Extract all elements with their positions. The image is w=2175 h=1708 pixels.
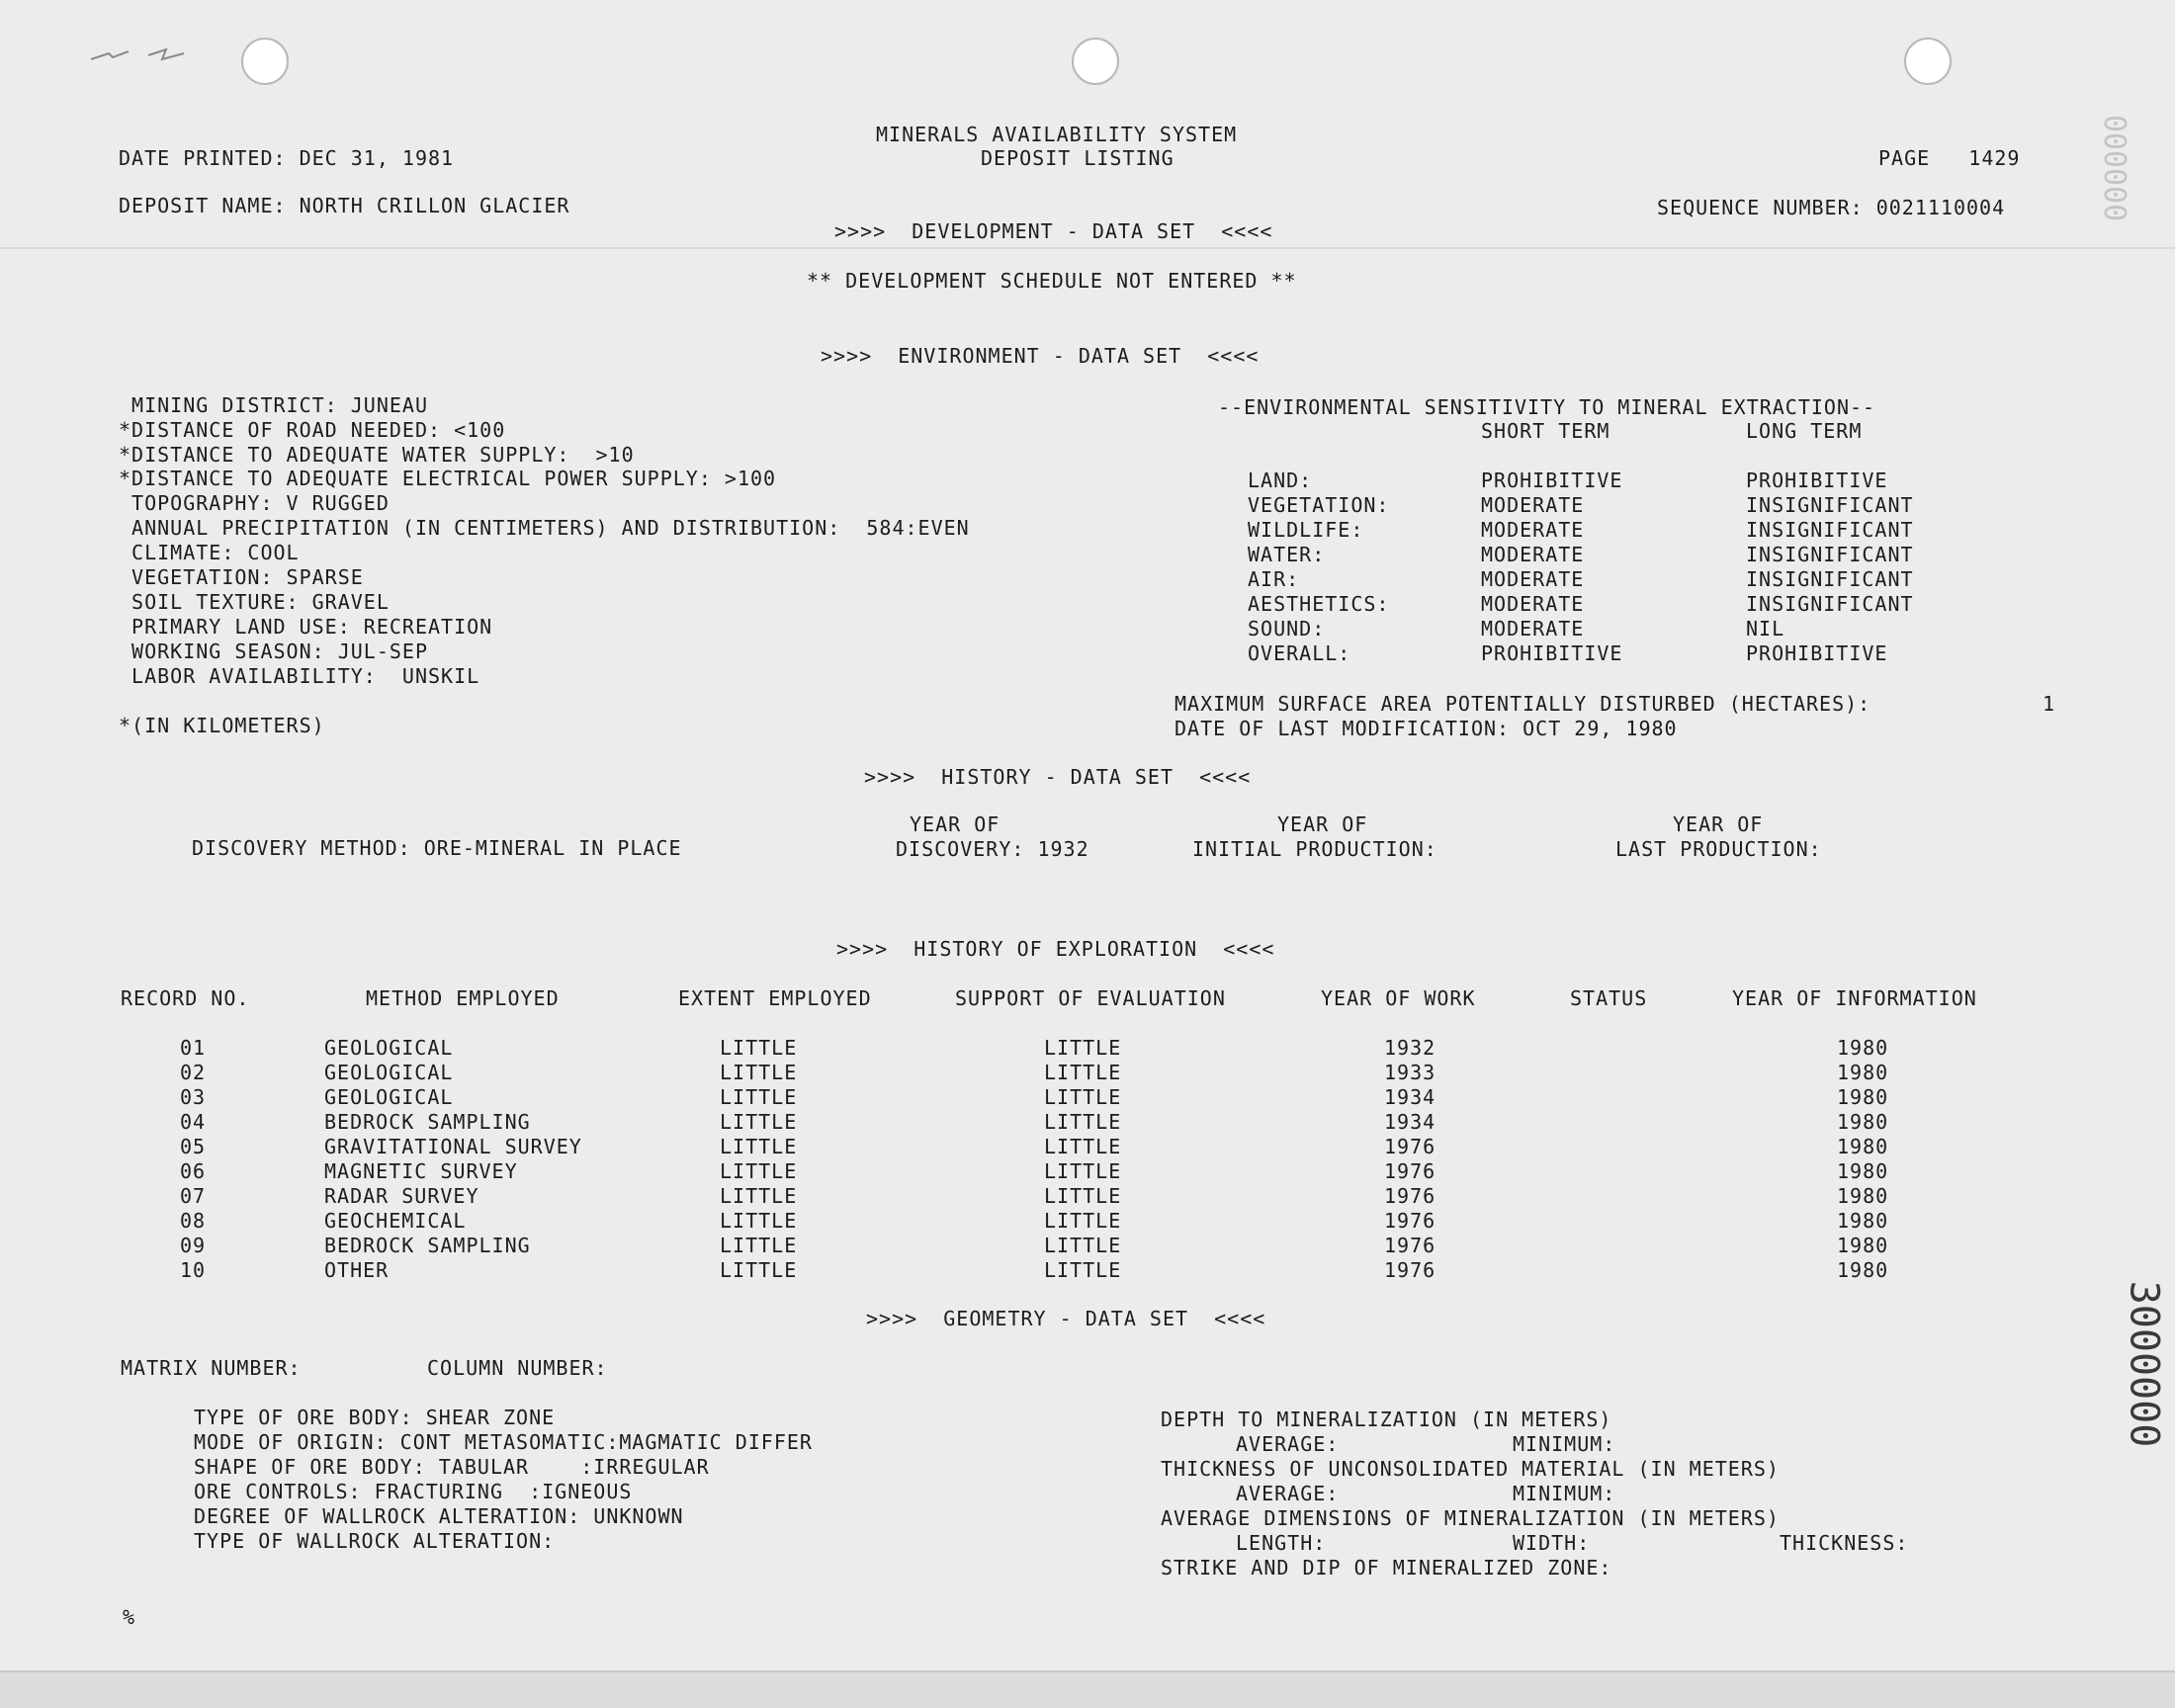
last-modification: DATE OF LAST MODIFICATION: OCT 29, 1980 [1174,717,1678,740]
env-line: MINING DISTRICT: JUNEAU [119,393,428,417]
sensitivity-long: INSIGNIFICANT [1746,543,1914,566]
depth-minimum: MINIMUM: [1513,1432,1616,1456]
deposit-name: DEPOSIT NAME: NORTH CRILLON GLACIER [119,194,570,217]
year-of-work: 1976 [1384,1135,1436,1158]
env-line: CLIMATE: COOL [119,541,300,564]
record-no: 01 [180,1036,207,1060]
last-production: LAST PRODUCTION: [1615,837,1822,861]
year-of-work: 1976 [1384,1184,1436,1208]
support-of-evaluation: LITTLE [1044,1258,1122,1282]
column-header: METHOD EMPLOYED [366,986,560,1010]
sensitivity-factor: AIR: [1248,567,1300,591]
dimensions-title: AVERAGE DIMENSIONS OF MINERALIZATION (IN METERS) [1161,1506,1780,1530]
method-employed: GRAVITATIONAL SURVEY [324,1135,582,1158]
year-of-work: 1976 [1384,1258,1436,1282]
year-of-information: 1980 [1837,1135,1889,1158]
system-title: MINERALS AVAILABILITY SYSTEM [876,123,1238,146]
geometry-line: ORE CONTROLS: FRACTURING :IGNEOUS [194,1480,633,1503]
sensitivity-short: MODERATE [1481,543,1585,566]
sensitivity-factor: SOUND: [1248,617,1326,640]
extent-employed: LITTLE [720,1159,798,1183]
sensitivity-factor: AESTHETICS: [1248,592,1390,616]
method-employed: GEOCHEMICAL [324,1209,467,1233]
geometry-heading: >>>> GEOMETRY - DATA SET <<<< [866,1307,1266,1330]
year-of-information: 1980 [1837,1258,1889,1282]
extent-employed: LITTLE [720,1184,798,1208]
punch-hole-right [1904,38,1952,85]
sensitivity-long: INSIGNIFICANT [1746,567,1914,591]
dimension-width: WIDTH: [1513,1531,1591,1555]
year-of-work: 1933 [1384,1061,1436,1084]
sequence-number: SEQUENCE NUMBER: 0021110004 [1657,196,2006,219]
environment-heading: >>>> ENVIRONMENT - DATA SET <<<< [821,344,1260,368]
sensitivity-factor: OVERALL: [1248,641,1351,665]
development-note: ** DEVELOPMENT SCHEDULE NOT ENTERED ** [807,269,1297,293]
env-line: PRIMARY LAND USE: RECREATION [119,615,493,639]
record-no: 08 [180,1209,207,1233]
year-of-work: 1934 [1384,1085,1436,1109]
column-header: RECORD NO. [121,986,250,1010]
support-of-evaluation: LITTLE [1044,1036,1122,1060]
year-of-work: 1976 [1384,1209,1436,1233]
year-of-work: 1976 [1384,1234,1436,1257]
sensitivity-short: MODERATE [1481,518,1585,542]
page-number: PAGE 1429 [1878,146,2021,170]
max-surface-value: 1 [2043,692,2056,716]
punch-hole-center [1072,38,1119,85]
sensitivity-factor: WILDLIFE: [1248,518,1364,542]
env-line: TOPOGRAPHY: V RUGGED [119,491,390,515]
support-of-evaluation: LITTLE [1044,1209,1122,1233]
env-line: SOIL TEXTURE: GRAVEL [119,590,390,614]
sensitivity-long: PROHIBITIVE [1746,469,1888,492]
short-term-header: SHORT TERM [1481,419,1610,443]
sensitivity-factor: VEGETATION: [1248,493,1390,517]
support-of-evaluation: LITTLE [1044,1184,1122,1208]
year-of-work: 1934 [1384,1110,1436,1134]
punch-hole-left [241,38,289,85]
thickness-average: AVERAGE: [1236,1482,1340,1505]
discovery-method: DISCOVERY METHOD: ORE-MINERAL IN PLACE [192,836,682,860]
method-employed: GEOLOGICAL [324,1061,454,1084]
record-no: 05 [180,1135,207,1158]
strike-and-dip: STRIKE AND DIP OF MINERALIZED ZONE: [1161,1556,1612,1580]
pen-scratch-mark [89,47,188,65]
env-line: VEGETATION: SPARSE [119,565,364,589]
year-of-information: 1980 [1837,1159,1889,1183]
record-no: 10 [180,1258,207,1282]
method-employed: BEDROCK SAMPLING [324,1234,531,1257]
support-of-evaluation: LITTLE [1044,1234,1122,1257]
sensitivity-short: MODERATE [1481,567,1585,591]
env-line: LABOR AVAILABILITY: UNSKIL [119,664,480,688]
method-employed: OTHER [324,1258,390,1282]
year-of-information: 1980 [1837,1110,1889,1134]
geometry-line: SHAPE OF ORE BODY: TABULAR :IRREGULAR [194,1455,710,1479]
year-of-work: 1976 [1384,1159,1436,1183]
sensitivity-short: MODERATE [1481,592,1585,616]
margin-stamp: 3000000 [2121,1280,2167,1448]
method-employed: MAGNETIC SURVEY [324,1159,518,1183]
sensitivity-factor: LAND: [1248,469,1313,492]
sensitivity-long: INSIGNIFICANT [1746,493,1914,517]
geometry-line: TYPE OF ORE BODY: SHEAR ZONE [194,1406,556,1429]
last-production-label: YEAR OF [1673,812,1764,836]
year-of-information: 1980 [1837,1209,1889,1233]
sensitivity-short: PROHIBITIVE [1481,641,1623,665]
record-no: 06 [180,1159,207,1183]
max-surface-label: MAXIMUM SURFACE AREA POTENTIALLY DISTURBED (HECTARES): [1174,692,1871,716]
method-employed: RADAR SURVEY [324,1184,479,1208]
extent-employed: LITTLE [720,1209,798,1233]
year-of-discovery-label: YEAR OF [910,812,1000,836]
support-of-evaluation: LITTLE [1044,1061,1122,1084]
sensitivity-factor: WATER: [1248,543,1326,566]
depth-average: AVERAGE: [1236,1432,1340,1456]
depth-title: DEPTH TO MINERALIZATION (IN METERS) [1161,1408,1612,1431]
extent-employed: LITTLE [720,1085,798,1109]
extent-employed: LITTLE [720,1036,798,1060]
column-header: STATUS [1570,986,1648,1010]
dimension-length: LENGTH: [1236,1531,1327,1555]
initial-production-label: YEAR OF [1277,812,1368,836]
history-heading: >>>> HISTORY - DATA SET <<<< [864,765,1252,789]
listing-title: DEPOSIT LISTING [981,146,1174,170]
extent-employed: LITTLE [720,1258,798,1282]
method-employed: GEOLOGICAL [324,1036,454,1060]
development-heading: >>>> DEVELOPMENT - DATA SET <<<< [834,219,1273,243]
year-of-information: 1980 [1837,1184,1889,1208]
sensitivity-short: MODERATE [1481,617,1585,640]
year-of-work: 1932 [1384,1036,1436,1060]
date-printed: DATE PRINTED: DEC 31, 1981 [119,146,455,170]
sensitivity-long: NIL [1746,617,1785,640]
support-of-evaluation: LITTLE [1044,1110,1122,1134]
support-of-evaluation: LITTLE [1044,1135,1122,1158]
method-employed: BEDROCK SAMPLING [324,1110,531,1134]
thickness-title: THICKNESS OF UNCONSOLIDATED MATERIAL (IN METERS) [1161,1457,1780,1481]
record-no: 09 [180,1234,207,1257]
record-no: 03 [180,1085,207,1109]
long-term-header: LONG TERM [1746,419,1863,443]
sensitivity-title: --ENVIRONMENTAL SENSITIVITY TO MINERAL EXTRACTION-- [1218,395,1876,419]
dimension-thickness: THICKNESS: [1780,1531,1909,1555]
year-of-information: 1980 [1837,1085,1889,1109]
geometry-line: TYPE OF WALLROCK ALTERATION: [194,1529,556,1553]
support-of-evaluation: LITTLE [1044,1085,1122,1109]
sensitivity-short: MODERATE [1481,493,1585,517]
exploration-heading: >>>> HISTORY OF EXPLORATION <<<< [836,937,1275,961]
record-no: 07 [180,1184,207,1208]
record-no: 02 [180,1061,207,1084]
margin-stamp-faint: 000000 [2097,114,2132,222]
env-line: *DISTANCE TO ADEQUATE WATER SUPPLY: >10 [119,443,635,467]
extent-employed: LITTLE [720,1135,798,1158]
matrix-number: MATRIX NUMBER: [121,1356,302,1380]
page-fold-line [0,247,2175,249]
env-line: *DISTANCE OF ROAD NEEDED: <100 [119,418,506,442]
year-of-information: 1980 [1837,1234,1889,1257]
extent-employed: LITTLE [720,1234,798,1257]
year-of-discovery: DISCOVERY: 1932 [896,837,1089,861]
column-number: COLUMN NUMBER: [427,1356,608,1380]
sensitivity-short: PROHIBITIVE [1481,469,1623,492]
year-of-information: 1980 [1837,1061,1889,1084]
geometry-line: DEGREE OF WALLROCK ALTERATION: UNKNOWN [194,1504,684,1528]
column-header: YEAR OF INFORMATION [1732,986,1977,1010]
geometry-line: MODE OF ORIGIN: CONT METASOMATIC:MAGMATIC DIFFER [194,1430,813,1454]
sensitivity-long: INSIGNIFICANT [1746,518,1914,542]
extent-employed: LITTLE [720,1061,798,1084]
km-note: *(IN KILOMETERS) [119,714,325,737]
env-line: WORKING SEASON: JUL-SEP [119,640,428,663]
initial-production: INITIAL PRODUCTION: [1192,837,1437,861]
thickness-minimum: MINIMUM: [1513,1482,1616,1505]
column-header: EXTENT EMPLOYED [678,986,872,1010]
method-employed: GEOLOGICAL [324,1085,454,1109]
column-header: YEAR OF WORK [1321,986,1476,1010]
footer-mark: % [123,1605,136,1629]
extent-employed: LITTLE [720,1110,798,1134]
env-line: *DISTANCE TO ADEQUATE ELECTRICAL POWER SUPPLY: >100 [119,467,777,490]
year-of-information: 1980 [1837,1036,1889,1060]
column-header: SUPPORT OF EVALUATION [955,986,1226,1010]
sensitivity-long: PROHIBITIVE [1746,641,1888,665]
env-line: ANNUAL PRECIPITATION (IN CENTIMETERS) AND DISTRIBUTION: 584:EVEN [119,516,970,540]
support-of-evaluation: LITTLE [1044,1159,1122,1183]
sensitivity-long: INSIGNIFICANT [1746,592,1914,616]
record-no: 04 [180,1110,207,1134]
